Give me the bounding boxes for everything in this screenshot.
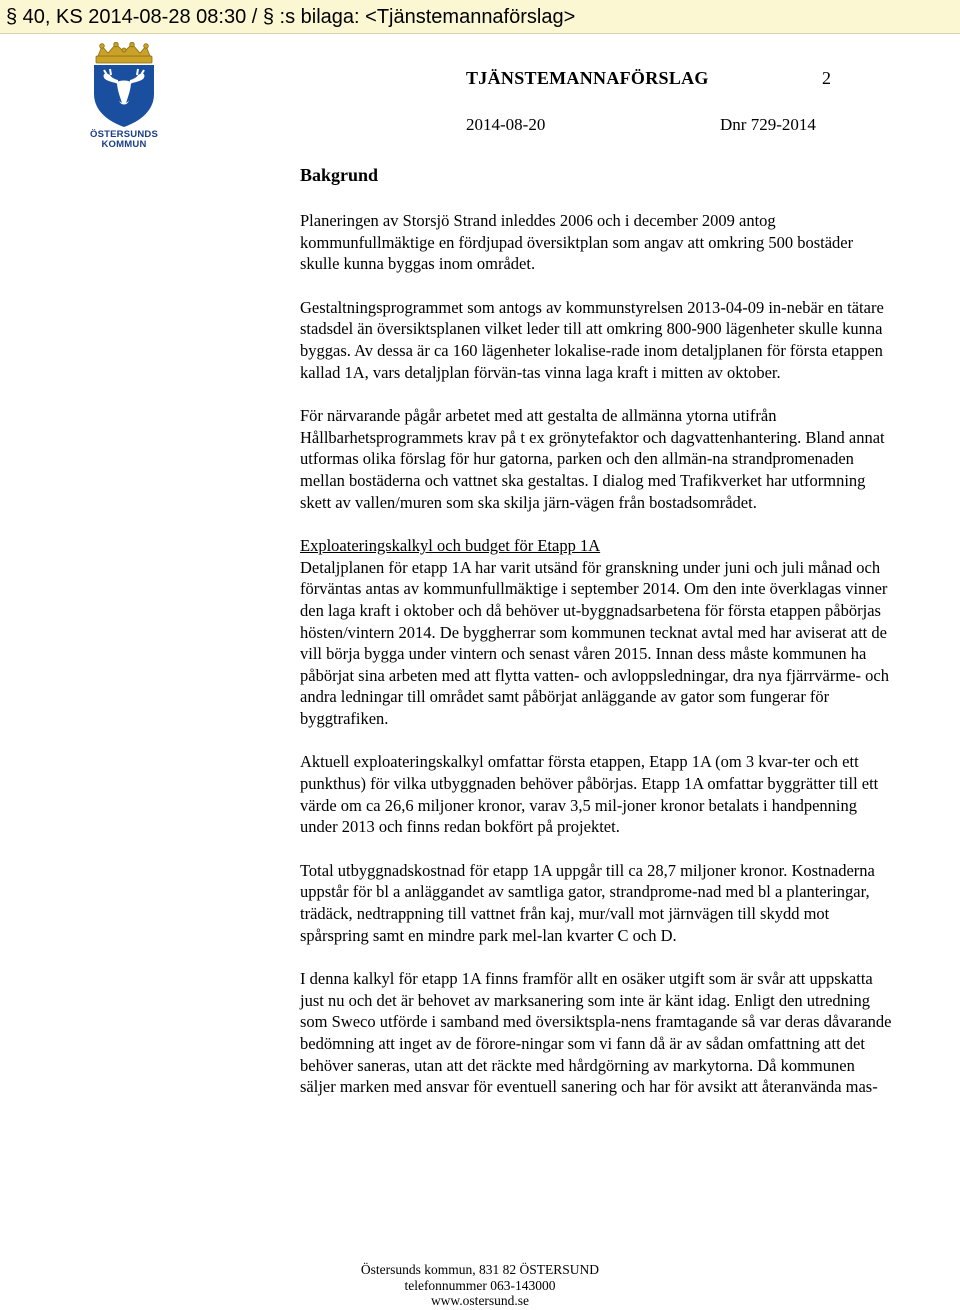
document-body	[300, 210, 892, 1098]
municipality-logo	[88, 42, 160, 150]
logo-text-line1: ÖSTERSUNDS	[90, 129, 158, 140]
paragraph: I denna kalkyl för etapp 1A finns framför allt en osäker utgift som är svår att uppskatta just nu och det är behovet av marksanering som inte är känt idag. Enligt den utredning som Sweco utförde i samband med översiktspla-nens framtagande så var deras dåvarande bedömning att inget av de förore-ningar som vi fann då är av sådan omfattning att det behöver saneras, utan att det räckte med hårdgörning av markytorna. Då kommunen säljer marken med ansvar för eventuell sanering och har för avsikt att återanvända mas-	[300, 969, 892, 1097]
page-footer	[0, 1262, 960, 1309]
footer-address: Östersunds kommun, 831 82 ÖSTERSUND	[360, 1262, 600, 1277]
document-type: TJÄNSTEMANNAFÖRSLAG	[466, 68, 709, 88]
footer-phone: telefonnummer 063-143000	[404, 1277, 556, 1293]
paragraph: Planeringen av Storsjö Strand inleddes 2006 och i december 2009 antog kommunfullmäktige en fördjupad översiktplan som angav att omkring 500 bostäder skulle kunna byggas inom området.	[300, 211, 854, 274]
paragraph: Total utbyggnadskostnad för etapp 1A uppgår till ca 28,7 miljoner kronor. Kostnaderna uppstår för bl a anläggandet av samtliga gator, strandprome-nad med bl a planteringar, trädäck, nedtrappning till vattnet från kaj, mur/vall mot järnvägen till skydd mot spårspring samt en mindre park mel-lan kvarter C och D.	[300, 860, 875, 945]
footer-website: www.ostersund.se	[430, 1293, 530, 1308]
page-number: 2	[822, 68, 831, 88]
document-title: § 40, KS 2014-08-28 08:30 / § :s bilaga: <Tjänstemannaförslag>	[6, 6, 576, 28]
paragraph: För närvarande pågår arbetet med att gestalta de allmänna ytorna utifrån Hållbarhetsprogrammets krav på t ex grönytefaktor och dagvattenhantering. Bland annat utformas olika förslag för hur gatorna, parken och den allmän-na strandpromenaden mellan bostäderna och vattnet ska gestaltas. I dialog med Trafikverket har utformning skett av vallen/muren som ska skilja järn-vägen från bostadsområdet.	[300, 406, 885, 512]
document-date: 2014-08-20	[466, 115, 546, 134]
document-title-bar	[0, 0, 960, 34]
subsection-heading: Exploateringskalkyl och budget för Etapp 1A	[300, 536, 601, 556]
paragraph: Detaljplanen för etapp 1A har varit utsänd för granskning under juni och juli månad och förväntas antas av kommunfullmäktige i september 2014. Om den inte överklagas vinner den laga kraft i oktober och då behöver ut-byggnadsarbetena för första etappen påbörjas hösten/vintern 2014. De byggherrar som kommunen tecknat avtal med har aviserat att de vill börja bygga under vintern och senast våren 2015. Innan dess måste kommunen ha påbörjat sina arbeten med att flytta vatten- och avloppsledningar, dra nya fjärrvärme- och andra ledningar till området samt påbörjat anläggande av gator som fungerar för byggtrafiken.	[300, 557, 889, 728]
logo-text-line2: KOMMUN	[101, 139, 147, 150]
coat-of-arms-icon	[88, 42, 160, 128]
paragraph: Gestaltningsprogrammet som antogs av kommunstyrelsen 2013-04-09 in-nebär en tätare stadsdel än översiktsplanen vilket leder till att omkring 800-900 lägenheter skulle kunna byggas. Av dessa är ca 160 lägenheter lokalise-rade inom detaljplanen för första etappen kallad 1A, vars detaljplan förvän-tas vinna laga kraft i mitten av oktober.	[300, 297, 884, 382]
paragraph: Aktuell exploateringskalkyl omfattar första etappen, Etapp 1A (om 3 kvar-ter och ett punkthus) för vilka utbyggnaden behöver påbörjas. Etapp 1A omfattar byggrätter till ett värde om ca 26,6 miljoner kronor, varav 3,5 mil-joner kronor betalats i handpenning under 2013 och finns redan bokfört på projektet.	[300, 752, 879, 837]
section-heading: Bakgrund	[300, 165, 379, 185]
registration-number: Dnr 729-2014	[720, 115, 816, 134]
